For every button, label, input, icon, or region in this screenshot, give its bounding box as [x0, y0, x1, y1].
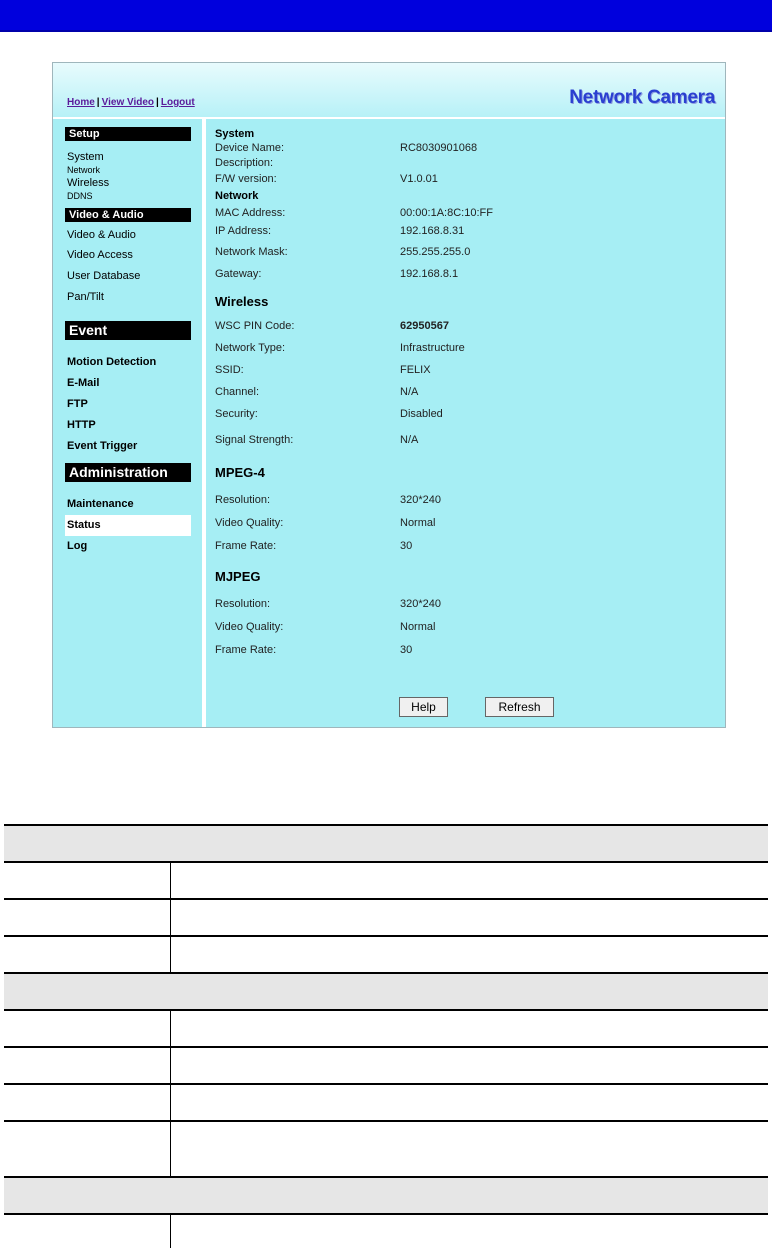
status-label: WSC PIN Code:: [215, 320, 295, 332]
status-content: [215, 127, 715, 661]
status-label: Signal Strength:: [215, 434, 294, 446]
status-value: Normal: [400, 517, 436, 529]
logout-link[interactable]: Logout: [160, 97, 195, 108]
reference-table: [4, 824, 768, 1248]
status-value: 30: [400, 540, 413, 552]
status-row: [215, 381, 715, 403]
header-divider: [53, 117, 725, 119]
status-row: [215, 591, 715, 615]
network-camera-logo: Network Camera: [569, 87, 715, 108]
status-value: Infrastructure: [400, 342, 465, 354]
status-row: [215, 263, 715, 285]
sidebar: [65, 127, 191, 557]
status-value: V1.0.01: [400, 173, 438, 185]
status-value: Disabled: [400, 408, 443, 420]
mpeg4-section-title: MPEG-4: [215, 465, 265, 480]
table-section-row: [4, 825, 768, 862]
status-value: N/A: [400, 386, 419, 398]
status-value: 30: [400, 644, 413, 656]
status-label: MAC Address:: [215, 207, 286, 219]
sidebar-item-ftp[interactable]: FTP: [67, 398, 88, 410]
status-row: [215, 535, 715, 557]
network-section-title: Network: [215, 190, 259, 202]
sidebar-item-video-audio[interactable]: Video & Audio: [67, 229, 136, 241]
status-label: Channel:: [215, 386, 260, 398]
status-label: F/W version:: [215, 173, 277, 185]
status-row: [215, 171, 715, 187]
table-row: [4, 1084, 768, 1121]
status-row: [215, 511, 715, 535]
status-row: [215, 487, 715, 511]
refresh-button[interactable]: Refresh: [485, 697, 554, 717]
status-row: [215, 156, 715, 171]
table-section-row: [4, 1177, 768, 1214]
top-banner: [0, 0, 772, 32]
table-row: [4, 936, 768, 973]
status-row: [215, 425, 715, 453]
status-row: [215, 639, 715, 661]
mjpeg-section-title: MJPEG: [215, 569, 261, 584]
status-value: 00:00:1A:8C:10:FF: [400, 207, 493, 219]
status-row: [215, 141, 715, 156]
status-label: Device Name:: [215, 142, 285, 154]
status-label: Network Mask:: [215, 246, 288, 258]
status-label: Video Quality:: [215, 621, 284, 633]
table-row: [4, 1047, 768, 1084]
status-label: Frame Rate:: [215, 644, 277, 656]
sidebar-item-maintenance[interactable]: Maintenance: [67, 498, 134, 510]
camera-web-ui: [52, 62, 726, 728]
status-label: Video Quality:: [215, 517, 284, 529]
sidebar-section-setup: Setup: [65, 127, 191, 141]
status-row: [215, 221, 715, 241]
sidebar-item-user-database[interactable]: User Database: [67, 270, 141, 282]
sidebar-item-network[interactable]: Network: [67, 165, 101, 175]
status-row: [215, 205, 715, 221]
status-row: [215, 359, 715, 381]
table-row: [4, 1010, 768, 1047]
status-row: [215, 241, 715, 263]
status-label: Network Type:: [215, 342, 286, 354]
view-video-link[interactable]: View Video: [101, 97, 155, 108]
status-label: Gateway:: [215, 268, 262, 280]
nav-separator: |: [156, 97, 159, 108]
table-row: [4, 1214, 768, 1248]
sidebar-item-motion-detection[interactable]: Motion Detection: [67, 356, 157, 368]
table-row: [4, 1121, 768, 1177]
status-value: Normal: [400, 621, 436, 633]
help-button[interactable]: Help: [399, 697, 448, 717]
status-label: Resolution:: [215, 494, 271, 506]
table-row: [4, 862, 768, 899]
status-value: 192.168.8.31: [400, 225, 465, 237]
status-row: [215, 403, 715, 425]
status-value: 320*240: [400, 494, 441, 506]
status-label: Frame Rate:: [215, 540, 277, 552]
status-label: Description:: [215, 157, 274, 169]
status-label: IP Address:: [215, 225, 272, 237]
status-value: FELIX: [400, 364, 431, 376]
home-link[interactable]: Home: [67, 97, 95, 108]
sidebar-item-pan-tilt[interactable]: Pan/Tilt: [67, 291, 104, 303]
sidebar-item-system[interactable]: System: [67, 151, 104, 163]
sidebar-item-event-trigger[interactable]: Event Trigger: [67, 440, 138, 452]
status-row: [215, 315, 715, 337]
top-nav: [67, 97, 195, 108]
table-section-row: [4, 973, 768, 1010]
status-label: Resolution:: [215, 598, 271, 610]
system-section-title: System: [215, 128, 255, 140]
status-value: RC8030901068: [400, 142, 478, 154]
status-row: [215, 615, 715, 639]
sidebar-section-video-audio: Video & Audio: [65, 208, 191, 222]
sidebar-item-http[interactable]: HTTP: [67, 419, 96, 431]
sidebar-item-log[interactable]: Log: [67, 540, 88, 552]
sidebar-item-email[interactable]: E-Mail: [67, 377, 100, 389]
status-label: SSID:: [215, 364, 244, 376]
table-row: [4, 899, 768, 936]
status-value: 62950567: [400, 320, 449, 332]
status-value: N/A: [400, 434, 419, 446]
status-label: Security:: [215, 408, 258, 420]
sidebar-item-ddns[interactable]: DDNS: [67, 191, 93, 201]
status-value: 320*240: [400, 598, 441, 610]
wireless-section-title: Wireless: [215, 294, 269, 309]
sidebar-item-video-access[interactable]: Video Access: [67, 249, 133, 261]
sidebar-divider: [202, 119, 206, 727]
nav-separator: |: [96, 97, 100, 108]
status-row: [215, 337, 715, 359]
sidebar-item-wireless[interactable]: Wireless: [67, 177, 110, 189]
sidebar-item-status[interactable]: Status: [65, 515, 191, 536]
status-value: 255.255.255.0: [400, 246, 471, 258]
camera-header: [53, 63, 725, 117]
sidebar-section-administration: Administration: [65, 463, 191, 482]
sidebar-section-event: Event: [65, 321, 191, 340]
status-value: 192.168.8.1: [400, 268, 459, 280]
